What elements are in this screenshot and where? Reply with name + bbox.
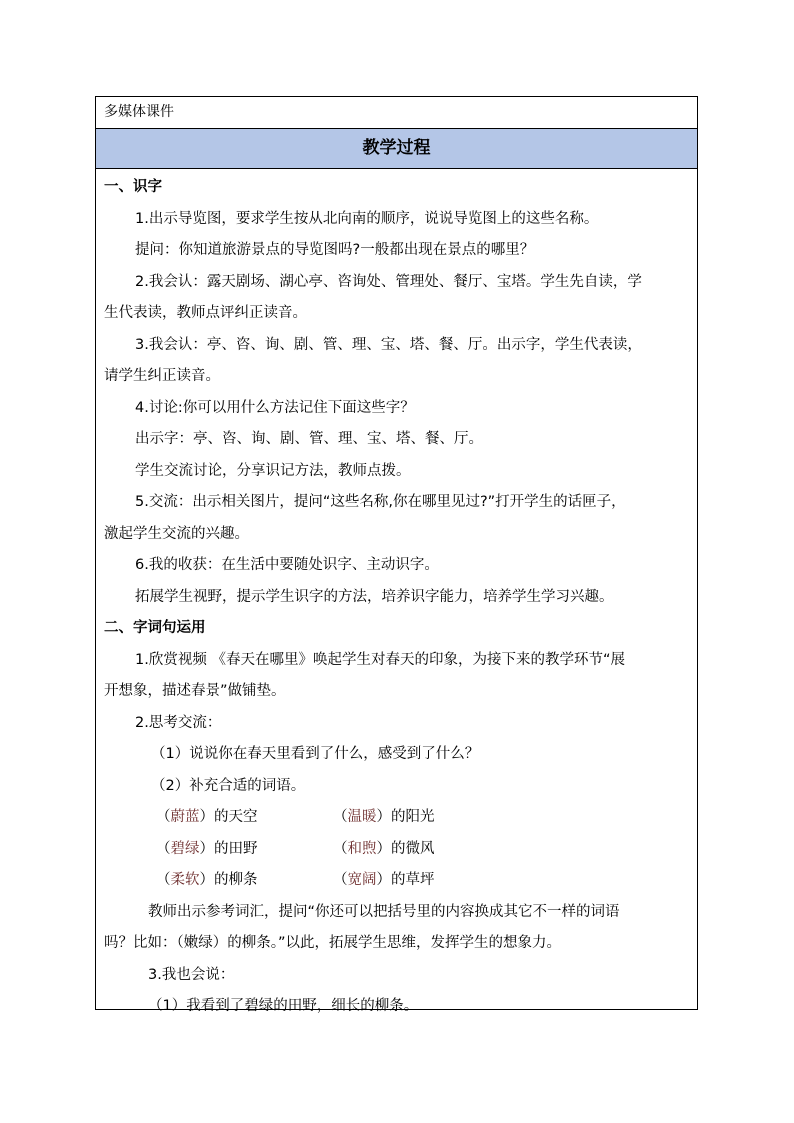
paragraph-line: 激起学生交流的兴趣。 — [104, 526, 249, 542]
fill-blank-item: （温暖）的阳光 — [333, 809, 435, 825]
heading-literacy: 一、识字 — [104, 179, 162, 195]
fill-blank-item: （蔚蓝）的天空 — [156, 809, 258, 825]
fill-blank-item: （和煦）的微风 — [333, 841, 435, 857]
paragraph-line: （1）我看到了碧绿的田野，细长的柳条。 — [148, 998, 419, 1014]
paragraph-line: 请学生纠正读音。 — [104, 368, 220, 384]
paragraph-line: 提问：你知道旅游景点的导览图吗?一般都出现在景点的哪里？ — [135, 242, 535, 258]
process-content — [96, 169, 697, 1014]
paragraph-line: 5.交流：出示相关图片，提问“这些名称,你在哪里见过?”打开学生的话匣子， — [135, 494, 626, 510]
paragraph-line: 2.思考交流： — [135, 715, 222, 731]
paragraph-line: 2.我会认：露天剧场、湖心亭、咨询处、管理处、餐厅、宝塔。学生先自读，学 — [135, 274, 642, 290]
heading-word-usage: 二、字词句运用 — [104, 620, 206, 636]
paragraph-line: 1.欣赏视频 《春天在哪里》唤起学生对春天的印象，为接下来的教学环节“展 — [135, 652, 625, 668]
paragraph-line: 6.我的收获：在生活中要随处识字、主动识字。 — [135, 557, 439, 573]
paragraph-line: 吗？比如：（嫩绿）的柳条。”以此，拓展学生思维，发挥学生的想象力。 — [104, 935, 562, 951]
lesson-table — [95, 96, 698, 1014]
paragraph-line: 3.我会认：亭、咨、询、剧、管、理、宝、塔、餐、厅。出示字，学生代表读， — [135, 337, 642, 353]
fill-blank-item: （柔软）的柳条 — [156, 872, 258, 888]
section-header: 教学过程 — [96, 129, 697, 169]
paragraph-line: 3.我也会说： — [148, 967, 235, 983]
paragraph-line: 教师出示参考词汇，提问“你还可以把括号里的内容换成其它不一样的词语 — [148, 904, 620, 920]
paragraph-line: （2）补充合适的词语。 — [151, 778, 306, 794]
paragraph-line: 拓展学生视野，提示学生识字的方法，培养识字能力，培养学生学习兴趣。 — [135, 589, 614, 605]
paragraph-line: （1）说说你在春天里看到了什么，感受到了什么？ — [151, 746, 480, 762]
paragraph-line: 出示字：亭、咨、询、剧、管、理、宝、塔、餐、厅。 — [135, 431, 483, 447]
fill-blank-item: （碧绿）的田野 — [156, 841, 258, 857]
paragraph-line: 生代表读，教师点评纠正读音。 — [104, 305, 307, 321]
paragraph-line: 4.讨论:你可以用什么方法记住下面这些字？ — [135, 400, 415, 416]
paragraph-line: 学生交流讨论，分享识记方法，教师点拨。 — [135, 463, 411, 479]
paragraph-line: 1.出示导览图，要求学生按从北向南的顺序，说说导览图上的这些名称。 — [135, 211, 599, 227]
fill-blank-item: （宽阔）的草坪 — [333, 872, 435, 888]
paragraph-line: 开想象，描述春景”做铺垫。 — [104, 683, 286, 699]
materials-row: 多媒体课件 — [96, 97, 697, 129]
